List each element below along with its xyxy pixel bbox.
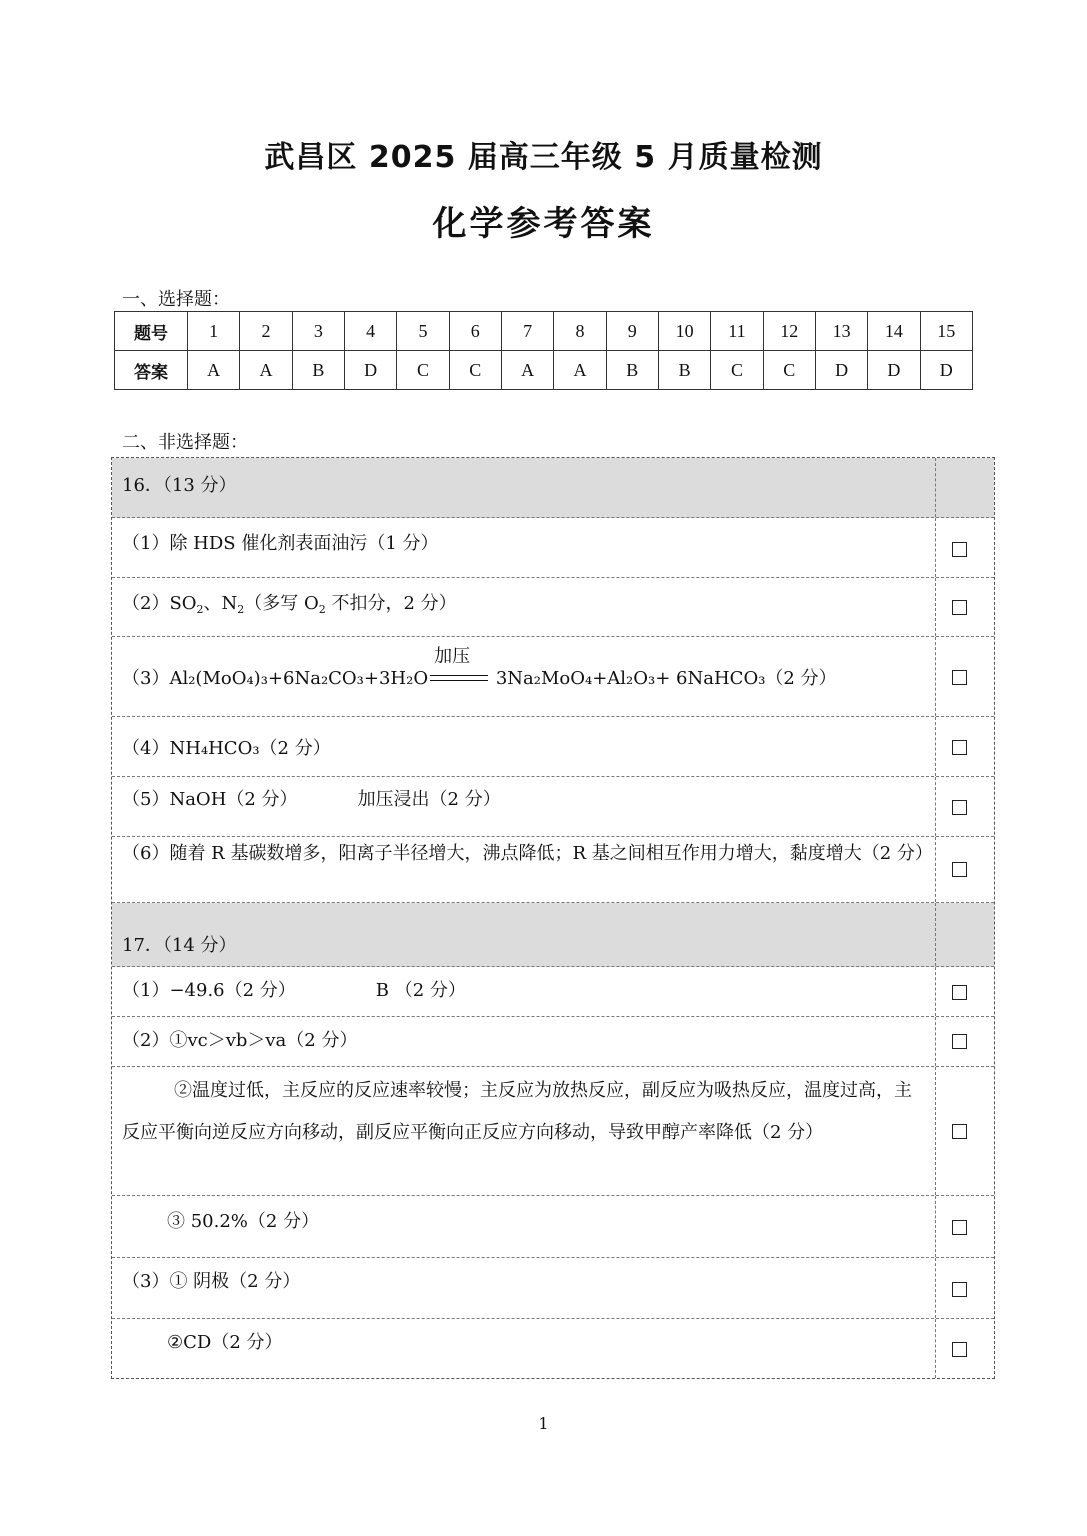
answer-cell: B: [606, 351, 658, 390]
answer-row: [112, 967, 994, 1017]
answer-row: [112, 837, 994, 903]
question-number-cell: 2: [240, 312, 292, 351]
answer-cell: D: [344, 351, 396, 390]
answer-cell: C: [711, 351, 763, 390]
question-number-cell: 5: [397, 312, 449, 351]
q16-answer-4: （4）NH₄HCO₃（2 分）: [122, 738, 331, 759]
question-number-cell: 12: [763, 312, 815, 351]
section-multiple-choice-label: 一、选择题：: [122, 289, 230, 310]
question-number-cell: 11: [711, 312, 763, 351]
free-response-answer-table: [111, 457, 995, 1379]
section-free-response-label: 二、非选择题：: [122, 432, 248, 453]
answer-row: [112, 717, 994, 777]
answer-row: [112, 1258, 994, 1319]
grading-checkbox[interactable]: [952, 1034, 967, 1049]
q16-answer-1: （1）除 HDS 催化剂表面油污（1 分）: [122, 533, 439, 554]
answer-row: [112, 518, 994, 578]
question-17-title: 17．（14 分）: [122, 935, 237, 956]
answer-row: [112, 1067, 994, 1196]
grading-checkbox[interactable]: [952, 1342, 967, 1357]
question-number-cell: 13: [815, 312, 867, 351]
answer-cell: A: [240, 351, 292, 390]
answer-cell: D: [815, 351, 867, 390]
grading-checkbox[interactable]: [952, 985, 967, 1000]
question-16-header: [112, 458, 994, 518]
answer-cell: D: [920, 351, 972, 390]
reaction-condition: 加压: [434, 646, 471, 667]
document-title: 武昌区 2025 届高三年级 5 月质量检测: [264, 140, 823, 175]
q16-answer-2: $(2)SO_2$、$N_2$（多写 $O_2$ 不扣分，2 分）: [122, 593, 457, 616]
answer-cell: C: [763, 351, 815, 390]
answer-cell: D: [868, 351, 920, 390]
question-16-title: 16．（13 分）: [122, 475, 237, 496]
grading-checkbox[interactable]: [952, 1124, 967, 1139]
answer-cell: B: [292, 351, 344, 390]
document-subtitle: 化学参考答案: [432, 204, 655, 244]
equation-reactants: （3）Al₂(MoO₄)₃+6Na₂CO₃+3H₂O: [122, 668, 429, 689]
grading-checkbox[interactable]: [952, 670, 967, 685]
q16-answer-5: （5）NaOH（2 分） 加压浸出（2 分）: [122, 789, 501, 810]
equation-products: 3Na₂MoO₄+Al₂O₃+ 6NaHCO₃（2 分）: [490, 668, 837, 689]
answer-cell: C: [449, 351, 501, 390]
question-number-cell: 14: [868, 312, 920, 351]
question-17-header: [112, 903, 994, 967]
question-number-cell: 15: [920, 312, 972, 351]
answer-cell: A: [554, 351, 606, 390]
answer-cell: A: [501, 351, 553, 390]
q17-answer-3-1: （3）① 阴极（2 分）: [122, 1271, 301, 1292]
row-header-answer: 答案: [115, 351, 188, 390]
answer-row: [115, 351, 973, 390]
question-number-cell: 8: [554, 312, 606, 351]
question-number-cell: 1: [188, 312, 240, 351]
q17-answer-3-2: ②CD（2 分）: [167, 1332, 283, 1353]
question-number-row: [115, 312, 973, 351]
grading-checkbox[interactable]: [952, 1220, 967, 1235]
grading-checkbox[interactable]: [952, 862, 967, 877]
q17-answer-1: （1）−49.6（2 分） B （2 分）: [122, 980, 466, 1001]
q17-answer-2-2: ②温度过低，主反应的反应速率较慢；主反应为放热反应，副反应为吸热反应，温度过高，主反应平衡向逆反应方向移动，副反应平衡向正反应方向移动，导致甲醇产率降低（2 分）: [122, 1080, 912, 1143]
answer-cell: C: [397, 351, 449, 390]
q16-answer-6: （6）随着 R 基碳数增多，阳离子半径增大，沸点降低；R 基之间相互作用力增大，黏度增大（2 分）: [122, 843, 933, 864]
grading-checkbox[interactable]: [952, 600, 967, 615]
answer-row: [112, 777, 994, 837]
grading-checkbox[interactable]: [952, 542, 967, 557]
answer-row: [112, 1319, 994, 1378]
answer-key-table: [114, 311, 973, 390]
question-number-cell: 6: [449, 312, 501, 351]
question-number-cell: 4: [344, 312, 396, 351]
grading-checkbox[interactable]: [952, 740, 967, 755]
question-number-cell: 10: [658, 312, 710, 351]
question-number-cell: 7: [501, 312, 553, 351]
answer-cell: A: [188, 351, 240, 390]
answer-cell: B: [658, 351, 710, 390]
grading-checkbox[interactable]: [952, 1282, 967, 1297]
answer-row: [112, 1196, 994, 1258]
q16-answer-3: [122, 646, 924, 689]
q17-answer-2-3: ③ 50.2%（2 分）: [167, 1211, 320, 1232]
question-number-cell: 3: [292, 312, 344, 351]
page-number: 1: [538, 1414, 549, 1433]
row-header-number: 题号: [115, 312, 188, 351]
reaction-arrow: [428, 646, 490, 689]
answer-row: [112, 578, 994, 637]
q17-answer-2-1: （2）①vc＞vb＞va（2 分）: [122, 1030, 358, 1051]
answer-row: [112, 637, 994, 717]
grading-checkbox[interactable]: [952, 800, 967, 815]
question-number-cell: 9: [606, 312, 658, 351]
answer-row: [112, 1017, 994, 1067]
